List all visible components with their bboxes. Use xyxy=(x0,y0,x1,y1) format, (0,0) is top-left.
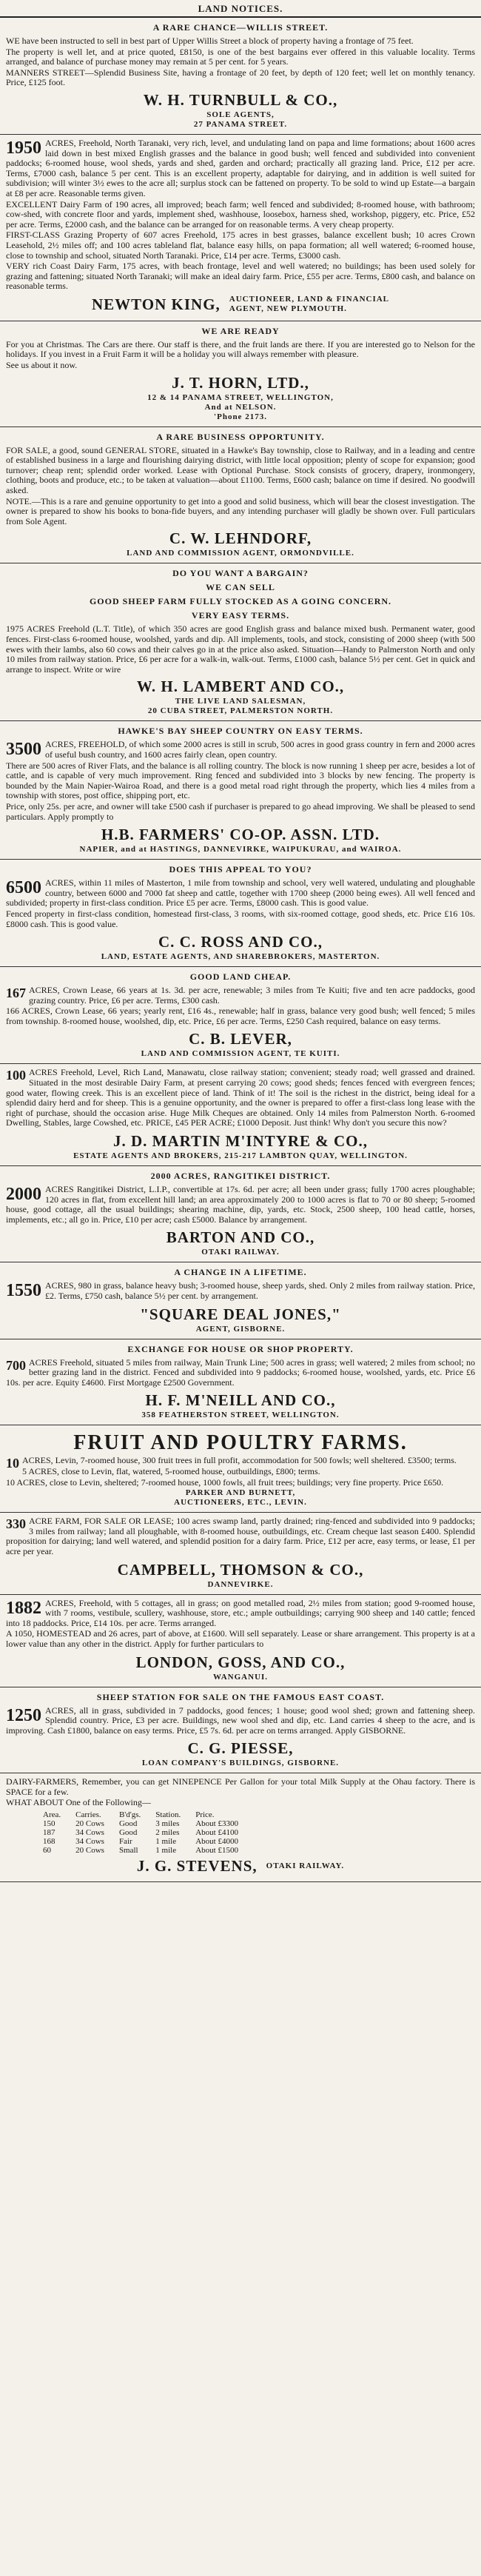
paragraph-text: 1975 ACRES Freehold (L.T. Title), of which 350 acres are good English grass and balance mixed bush. Permanent water, good fences. First-class 6-roomed house, woolshed, yards and dip. All implements, tools, and stock, consisting of 2000 sheep (with 500 ewes with their lambs, also 60 cows and their calves go in at the price also asked. Situation—Handy to Palmerston North and only 10 miles from railway station. Price, £6 per acre for a walk-in, walk-out. Terms, £1000 cash, balance 5½ per cent. Get in quick and arrange to inspect. Write or wire xyxy=(6,623,475,675)
paragraph-text: ACRES Freehold, situated 5 miles from railway, Main Trunk Line; 500 acres in grass; well watered; 2 miles from school; no better grazing land in the district. Fenced and subdivided into 9 paddocks; 6-roomed house, woolshed, yards, etc. Price £6 10s. per acre. Equity £4600. First Mortgage £2500 Government. xyxy=(6,1356,475,1388)
agent-detail-line: LOAN COMPANY'S BUILDINGS, GISBORNE. xyxy=(141,1759,340,1768)
paragraph-text: ACRES, Crown Lease, 66 years at 1s. 3d. per acre, renewable; 3 miles from Te Kuiti; five and ten acre paddocks, good grazing country. Price, £6 per acre. Terms, £300 cash. xyxy=(29,985,475,1006)
dairy-cell: Fair xyxy=(118,1837,132,1847)
advertisement xyxy=(0,321,481,427)
ad-title: SHEEP STATION FOR SALE ON THE FAMOUS EAST COAST. xyxy=(96,1691,385,1702)
lead-figure: 1882 xyxy=(6,1598,41,1618)
agent-name: W. H. TURNBULL & CO., xyxy=(143,90,338,109)
lead-figure: 6500 xyxy=(6,878,41,898)
ad-paragraph xyxy=(6,497,475,527)
ad-paragraph xyxy=(6,138,475,199)
agent-detail-line: OTAKI RAILWAY. xyxy=(201,1248,280,1257)
dairy-cell: Small xyxy=(118,1846,138,1856)
dairy-cell: 187 xyxy=(43,1828,56,1838)
dairy-cell: 3 miles xyxy=(155,1819,180,1829)
agent-name: J. D. MARTIN M'INTYRE & CO., xyxy=(112,1132,368,1151)
advertisement xyxy=(0,563,481,721)
agent-detail-line: SOLE AGENTS, xyxy=(206,110,275,119)
agent-name: BARTON AND CO., xyxy=(166,1228,315,1247)
ad-paragraph xyxy=(6,1281,475,1301)
agent-name: NEWTON KING, xyxy=(91,295,221,313)
agent-name: C. B. LEVER, xyxy=(189,1030,292,1048)
agent-details xyxy=(266,1861,345,1871)
ad-paragraph xyxy=(6,200,475,230)
dairy-cell: 20 Cows xyxy=(75,1819,104,1829)
agent-name: CAMPBELL, THOMSON & CO., xyxy=(117,1560,364,1579)
agent-detail-line: ESTATE AGENTS AND BROKERS, 215-217 LAMBTON QUAY, WELLINGTON. xyxy=(73,1151,408,1161)
dairy-cell: 2 miles xyxy=(155,1828,180,1838)
ad-paragraph xyxy=(6,1006,475,1026)
agent-detail-line: 'Phone 2173. xyxy=(214,412,267,421)
advertisement xyxy=(0,18,481,135)
dairy-cell: 1 mile xyxy=(155,1846,177,1856)
ad-paragraph xyxy=(6,47,475,67)
lead-figure: 1550 xyxy=(6,1281,41,1301)
lead-figure: 1950 xyxy=(6,138,41,158)
paragraph-text: NOTE.—This is a rare and genuine opportunity to get into a good and solid business, which will bear the closest investigation. The owner is prepared to show his books to bona-fide buyers, and any intending purchaser will gladly be shown over. Full particulars from Sole Agent. xyxy=(6,495,475,526)
dairy-col-header: Carries. xyxy=(75,1810,101,1820)
ad-paragraph xyxy=(6,1706,475,1736)
paragraph-text: ACRES, all in grass, subdivided in 7 paddocks, good fences; 1 house; good wool shed; grown and fattening sheep. Splendid country. Price, £3 per acre. Buildings, new wool shed and dip, etc. Land carries 4 sheep to the acre, and is improving. Cash £1800, balance on easy terms. Price, £5 7s. 6d. per acre on terms arranged. Apply GISBORNE. xyxy=(6,1704,475,1736)
agent-detail-line: WANGANUI. xyxy=(212,1672,269,1682)
ad-title: VERY EASY TERMS. xyxy=(191,610,290,621)
paragraph-text: ACRES, Levin, 7-roomed house, 300 fruit trees in full profit, accommodation for 500 fowls; well sheltered. £3500; terms. xyxy=(22,1455,457,1466)
agent-detail-line: 27 PANAMA STREET. xyxy=(193,119,288,129)
agent-detail-line: LAND AND COMMISSION AGENT, ORMONDVILLE. xyxy=(127,549,354,558)
dairy-col-header: Price. xyxy=(195,1810,215,1820)
paragraph-text: 166 ACRES, Crown Lease, 66 years; yearly rent, £16 4s., renewable; half in grass, balance very good bush; well fenced; 5 miles from township. 8-roomed house, woolshed, dip, etc. Price, £6 per acre. Terms, £250 Cash required, balance on easy terms. xyxy=(6,1006,475,1026)
advertisement xyxy=(0,1773,481,1882)
dairy-col-header: B'd'gs. xyxy=(118,1810,141,1820)
agent-detail-line: And at NELSON. xyxy=(204,402,277,412)
agent-name: C. C. ROSS AND CO., xyxy=(158,933,323,951)
ad-banner: FRUIT AND POULTRY FARMS. xyxy=(73,1431,408,1455)
lead-figure: 700 xyxy=(6,1357,26,1373)
advertisement xyxy=(0,860,481,967)
paragraph-text: VERY rich Coast Dairy Farm, 175 acres, with beach frontage, level and well watered; no buildings; has been used solely for grazing and fattening; situated North Taranaki; will make an ideal dairy farm. Price, £55 per acre. Terms, £800 cash, and balance on reasonable terms. xyxy=(6,261,475,292)
lead-figure: 2000 xyxy=(6,1185,41,1205)
paragraph-text: FOR SALE, a good, sound GENERAL STORE, situated in a Hawke's Bay township, close to Railway, and in a leading and centre of established business in a large and flourishing dairying district, with little local opposition; plenty of scope for expansion; good turnover; cheap rent; splendid order worked. Lease with Optional Purchase. Stock consists of grocery, drapery, ironmongery, clothing, boots and produce, etc.; to be taken at valuation—about £1100. Terms, £600 cash; balance on time if desired. No goodwill asked. xyxy=(6,444,475,496)
paragraph-text: A 1050, HOMESTEAD and 26 acres, part of above, at £1600. Will sell separately. Lease or share arrangement. This property is at a lower value than any other in the district. Apply for further particulars to xyxy=(6,1628,475,1649)
ad-paragraph xyxy=(6,740,475,760)
dairy-header-row xyxy=(36,1810,246,1819)
agent-line xyxy=(6,1857,475,1875)
ad-title: DO YOU WANT A BARGAIN? xyxy=(172,568,309,579)
paragraph-text: ACRE FARM, FOR SALE OR LEASE; 100 acres swamp land, partly drained; ring-fenced and subdivided into 9 paddocks; 3 miles from railway; land all ploughable, with 8-roomed house, outbuildings, etc. Cream cheque last season £400. Splendid proposition for dairying; land well watered, and splendid position for a dairy farm. Price, £12 per acre, easy terms, or lease, £1 per acre per year. xyxy=(6,1516,475,1556)
advertisement xyxy=(0,1513,481,1594)
paragraph-text: ACRES Rangitikei District, L.I.P., convertible at 17s. 6d. per acre; all been under grass; fully 1700 acres ploughable; 120 acres in flat, from excellent hill land; an area approximately 200 to 1000 acres is flat to 70 or 80 sheep; 5-roomed house, good cottage, all the usual buildings; shearing machine, dip, yards, etc. Stock, 2500 sheep, 100 head cattle, horses, implements, etc.; all go in. Price, £10 per acre; cash £5000. Balance by arrangement. xyxy=(6,1184,475,1225)
dairy-cell: About £3300 xyxy=(195,1819,238,1829)
lead-figure: 1250 xyxy=(6,1705,41,1725)
agent-name: H.B. FARMERS' CO-OP. ASSN. LTD. xyxy=(101,826,380,844)
dairy-intro: DAIRY-FARMERS, Remember, you can get NINEPENCE Per Gallon for your total Milk Supply at the Ohau factory. There is SPACE for a few. xyxy=(6,1776,475,1797)
lead-figure: 330 xyxy=(6,1516,26,1532)
agent-detail-line: DANNEVIRKE. xyxy=(207,1579,274,1589)
dairy-subhead: WHAT ABOUT One of the Following— xyxy=(6,1797,151,1808)
ad-title: WE ARE READY xyxy=(201,325,280,336)
ad-paragraph xyxy=(6,68,475,88)
ad-title: A CHANGE IN A LIFETIME. xyxy=(174,1267,307,1278)
paragraph-text: MANNERS STREET—Splendid Business Site, having a frontage of 20 feet, by depth of 120 feet; well let on monthly tenancy. Price, £125 foot. xyxy=(6,67,475,88)
agent-name: PARKER AND BURNETT, xyxy=(185,1488,296,1498)
paragraph-text: ACRES, within 11 miles of Masterton, 1 mile from township and school, very well watered, undulating and ploughable country, between 6000 and 7000 fat sheep and cattle, together with 1700 sheep (2000 being ewes). All well fenced and subdivided; property in first-class condition. Price £5 per acre. Terms, £8000 cash. This is good value. xyxy=(6,877,475,909)
dairy-cell: 34 Cows xyxy=(75,1828,104,1838)
ad-paragraph xyxy=(6,1467,475,1477)
lead-figure: 167 xyxy=(6,986,26,1001)
paragraph-text: 5 ACRES, close to Levin, flat, watered, 5-roomed house, outbuildings, £800; terms. xyxy=(22,1465,320,1476)
dairy-cell: About £4000 xyxy=(195,1837,238,1847)
ad-title: EXCHANGE FOR HOUSE OR SHOP PROPERTY. xyxy=(127,1343,354,1354)
dairy-cell: 34 Cows xyxy=(75,1837,104,1847)
advertisement xyxy=(0,1687,481,1774)
agent-detail-line: AGENT, NEW PLYMOUTH. xyxy=(229,304,347,313)
dairy-cell: Good xyxy=(118,1819,138,1829)
agent-detail-line: 358 FEATHERSTON STREET, WELLINGTON. xyxy=(141,1411,340,1420)
agent-detail-line: AUCTIONEER, LAND & FINANCIAL xyxy=(229,294,390,304)
agent-detail-line: NAPIER, and at HASTINGS, DANNEVIRKE, WAIPUKURAU, and WAIROA. xyxy=(79,845,402,854)
paragraph-text: EXCELLENT Dairy Farm of 190 acres, all improved; beach farm; well fenced and subdivided; 8-roomed house, with bathroom; cow-shed, with concrete floor and yards, implement shed, washhouse, loosebox, harness shed, workshop, piggery, etc. Price, £52 per acre. Terms, £2000 cash, and the balance can be arranged for on reasonable terms. A very cheap property. xyxy=(6,198,475,230)
page-header: LAND NOTICES. xyxy=(0,0,481,18)
dairy-cell: 150 xyxy=(43,1819,56,1829)
dairy-cell: Good xyxy=(118,1828,138,1838)
paragraph-text: See us about it now. xyxy=(6,360,78,371)
agent-details xyxy=(229,295,389,314)
dairy-cell: 168 xyxy=(43,1837,56,1847)
agent-detail-line: THE LIVE LAND SALESMAN, xyxy=(175,697,306,706)
ad-paragraph xyxy=(6,986,475,1006)
paragraph-text: WE have been instructed to sell in best part of Upper Willis Street a block of property having a frontage of 75 feet. xyxy=(6,36,414,46)
agent-name: C. W. LEHNDORF, xyxy=(169,529,312,548)
agent-detail-line: 12 & 14 PANAMA STREET, WELLINGTON, xyxy=(147,392,334,402)
paragraph-text: ACRES, FREEHOLD, of which some 2000 acres is still in scrub, 500 acres in good grass country in fern and 2000 acres of useful bush country, and 1600 acres fairly clean, open country. xyxy=(45,739,475,760)
agent-name: C. G. PIESSE, xyxy=(187,1739,294,1758)
paragraph-text: 10 ACRES, close to Levin, sheltered; 7-roomed house, 1000 fowls, all fruit trees; buildings; very fine property. Price £650. xyxy=(6,1476,444,1488)
agent-detail-line: AUCTIONEERS, ETC., LEVIN. xyxy=(174,1498,307,1508)
paragraph-text: ACRES, Freehold, with 5 cottages, all in grass; on good metalled road, 2½ miles from station; good 9-roomed house, with 7 rooms, vestibule, scullery, washhouse, store, etc.; ample outbuildings; carrying 900 sheep and 140 cattle; fenced into 18 paddocks. Price, £14 10s. per acre. Terms arranged. xyxy=(6,1597,475,1628)
ad-title: GOOD SHEEP FARM FULLY STOCKED AS A GOING CONCERN. xyxy=(89,596,392,607)
advertisement xyxy=(0,1425,481,1513)
dairy-row xyxy=(36,1819,246,1828)
ad-title: 2000 ACRES, RANGITIKEI DISTRICT. xyxy=(150,1171,331,1182)
paragraph-text: Price, only 25s. per acre, and owner will take £500 cash if purchaser is prepared to go ahead improving. We shall be pleased to send particulars. Apply promptly to xyxy=(6,800,475,822)
agent-detail-line: 20 CUBA STREET, PALMERSTON NORTH. xyxy=(147,706,334,716)
dairy-col-header: Area. xyxy=(43,1810,61,1820)
ad-paragraph xyxy=(6,361,475,371)
lead-figure: 10 xyxy=(6,1456,19,1471)
dairy-cell: 1 mile xyxy=(155,1837,177,1847)
lead-figure: 3500 xyxy=(6,740,41,760)
ad-title: WE CAN SELL xyxy=(206,582,275,593)
agent-line xyxy=(6,295,475,314)
dairy-row xyxy=(36,1837,246,1846)
dairy-col-header: Station. xyxy=(155,1810,181,1820)
ad-paragraph xyxy=(6,230,475,261)
ad-title: GOOD LAND CHEAP. xyxy=(189,971,292,983)
ad-paragraph xyxy=(6,340,475,360)
ad-title: A RARE CHANCE—WILLIS STREET. xyxy=(152,22,329,33)
ad-paragraph xyxy=(6,761,475,801)
advertisement xyxy=(0,721,481,860)
agent-detail-line: AGENT, GISBORNE. xyxy=(195,1324,286,1334)
advertisement xyxy=(0,1166,481,1262)
ad-paragraph xyxy=(6,261,475,292)
ad-title: A RARE BUSINESS OPPORTUNITY. xyxy=(156,431,325,442)
advertisement xyxy=(0,1262,481,1339)
ad-paragraph xyxy=(6,446,475,496)
dairy-row xyxy=(36,1846,246,1855)
advertisement xyxy=(0,427,481,564)
ad-paragraph xyxy=(6,878,475,909)
agent-name: J. T. HORN, LTD., xyxy=(172,373,309,392)
paragraph-text: ACRES, 980 in grass, balance heavy bush; 3-roomed house, sheep yards, shed. Only 2 miles from railway station. Price, £2. Terms, £750 cash, balance 5½ per cent. by arrangement. xyxy=(45,1280,475,1301)
dairy-row xyxy=(36,1828,246,1837)
paragraph-text: Fenced property in first-class condition, homestead first-class, 3 rooms, with six-roomed cottage, good sheds, etc. Price £16 10s. £8000 cash. This is good value. xyxy=(6,908,475,929)
paragraph-text: The property is well let, and at price quoted, £8150, is one of the best bargains ever offered in this valuable locality. Terms arranged, and balance of purchase money may remain at 5 per cent. for 5 years. xyxy=(6,46,475,67)
agent-name: W. H. LAMBERT AND CO., xyxy=(136,678,345,696)
paragraph-text: There are 500 acres of River Flats, and the balance is all rolling country. The block is now running 1 sheep per acre, besides a lot of cattle, and is capable of very much improvement. Ring fenced and subdivided into 3 blocks by new fencing. The property is bounded by the Main Napier-Wairoa Road, and there is a good metal road right through the property, which lies 4 miles from a township with stores, post office, shipping port, etc. xyxy=(6,760,475,801)
ad-paragraph xyxy=(6,1599,475,1629)
agent-name: H. F. M'NEILL AND CO., xyxy=(145,1391,336,1410)
ad-paragraph xyxy=(6,1068,475,1128)
ad-paragraph xyxy=(6,1185,475,1225)
advertisement xyxy=(0,967,481,1064)
advertisement xyxy=(0,135,481,321)
ad-paragraph xyxy=(6,909,475,929)
agent-name: J. G. STEVENS, xyxy=(136,1857,258,1876)
ad-paragraph xyxy=(6,1478,475,1488)
advertisement xyxy=(0,1064,481,1166)
dairy-cell: About £1500 xyxy=(195,1846,238,1856)
ad-paragraph xyxy=(6,1358,475,1388)
advertisement xyxy=(0,1595,481,1687)
paragraph-text: For you at Christmas. The Cars are there. Our staff is there, and the fruit lands are there. If you are interested go to Nelson for the holidays. If you invest in a Fruit Farm it will be a holiday you will always remember with pleasure. xyxy=(6,338,475,360)
paragraph-text: ACRES, Freehold, North Taranaki, very rich, level, and undulating land on papa and lime formations; about 1600 acres laid down in best mixed English grasses and the balance in good bush; well fenced and subdivided into convenient paddocks; 6-roomed house, wool sheds, yards and shed, garden and orchard; practically all grazing land. Price, £12 per acre. Terms, £7000 cash, balance 5 per cent. This is an excellent property, adaptable for dairying, and in addition is well suited for subdivision; will winter 3½ ewes to the acre all; surplus stock can be fattened on property. To be sold to wind up Estate—a bargain at £8 per acre. Reasonable terms given. xyxy=(6,137,475,198)
dairy-table xyxy=(36,1810,246,1855)
agent-detail-line: OTAKI RAILWAY. xyxy=(266,1861,345,1870)
agent-detail-line: LAND AND COMMISSION AGENT, TE KUITI. xyxy=(141,1049,340,1059)
dairy-cell: About £4100 xyxy=(195,1828,238,1838)
ad-paragraph xyxy=(6,1629,475,1649)
dairy-cell: 20 Cows xyxy=(75,1846,104,1856)
ad-title: HAWKE'S BAY SHEEP COUNTRY ON EASY TERMS. xyxy=(118,726,363,737)
paragraph-text: ACRES Freehold, Level, Rich Land, Manawatu, close railway station; convenient; steady road; well grassed and drained. Situated in the most desirable Dairy Farm, at present carrying 20 cows; good sheds; fences fenced with evergreen fences; good water, flowing creek. This is an excellent piece of land. Think of it! The soil is the richest in the district, being ideal for a splendid dairy herd and for sheep. This is a genuine opportunity, and the owner is prepared to offer a first-class long lease with the right of purchase, should the occasion arise. Huge Milk Cheques are obtained. Only 14 miles from Palmerston North. 6-roomed Dwelling, Stables, large Cowshed, etc. PRICE, £45 PER ACRE; £1000 Deposit. Just think! Why don't you secure this now? xyxy=(6,1067,475,1128)
ad-paragraph xyxy=(6,1516,475,1556)
ad-paragraph xyxy=(6,802,475,822)
advertisement xyxy=(0,1339,481,1426)
lead-figure: 100 xyxy=(6,1068,26,1083)
ad-paragraph xyxy=(6,36,475,47)
paragraph-text: FIRST-CLASS Grazing Property of 607 acres Freehold, 175 acres in best grasses, balance excellent bush; 10 acres Crown Leasehold, 2½ miles off; and 100 acres tableland flat, balance easy hills, on papa formation; all well watered; 6-roomed house, close to township and school, situated North Taranaki. Price, £14 per acre. Terms, £3000 cash. xyxy=(6,230,475,261)
agent-detail-line: LAND, ESTATE AGENTS, AND SHAREBROKERS, MASTERTON. xyxy=(101,952,380,962)
ad-paragraph xyxy=(6,624,475,675)
agent-name: LONDON, GOSS, AND CO., xyxy=(135,1653,346,1671)
agent-name: "SQUARE DEAL JONES," xyxy=(140,1305,341,1323)
dairy-cell: 60 xyxy=(43,1846,51,1856)
ad-title: DOES THIS APPEAL TO YOU? xyxy=(169,864,312,875)
